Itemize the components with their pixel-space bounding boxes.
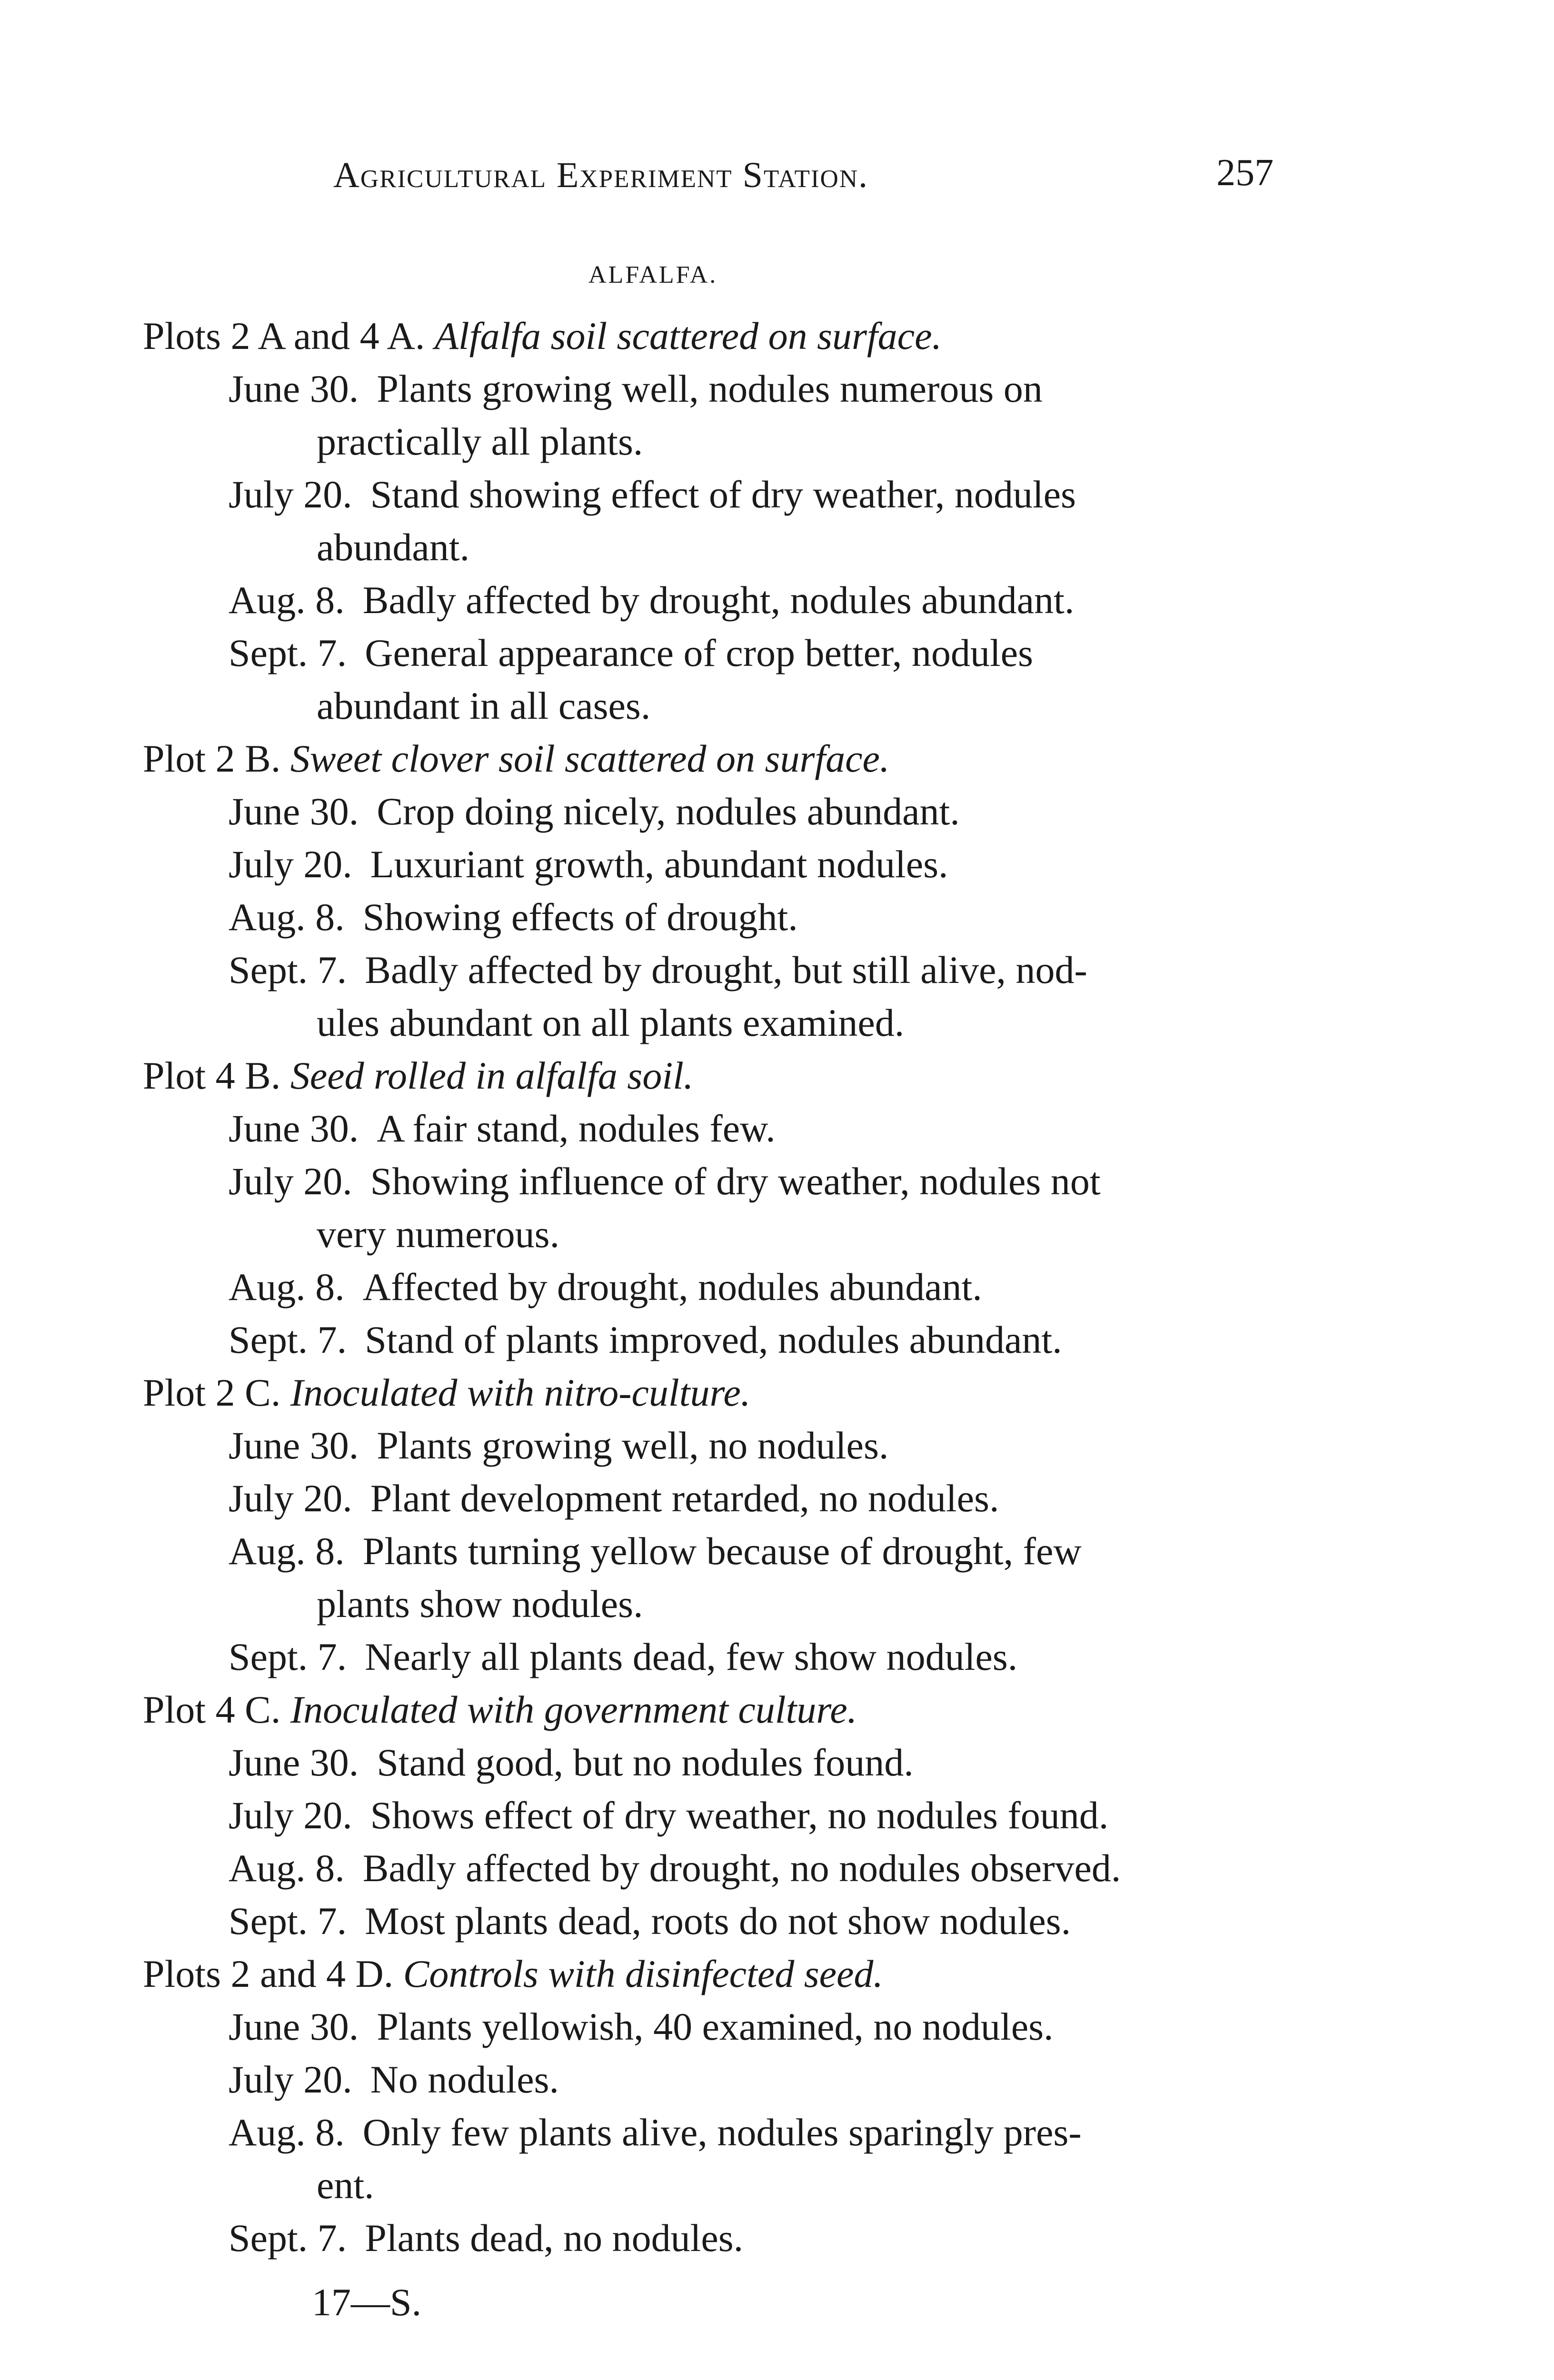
observation-date: June 30. [229, 1107, 359, 1150]
observation-text: Showing effects of drought. [362, 895, 798, 939]
observation-date: June 30. [229, 2005, 359, 2048]
observation-date: July 20. [229, 473, 352, 516]
observation-entry [143, 1789, 1285, 1842]
observation-entry [143, 362, 1285, 415]
plot-label: Plot 4 B. [143, 1054, 281, 1097]
observation-entry [143, 1894, 1285, 1947]
signature-mark: 17—S. [312, 2281, 422, 2324]
observation-continuation: very numerous. [317, 1212, 560, 1256]
plot-treatment: Alfalfa soil scattered on surface. [434, 314, 942, 357]
observation-continuation: ent. [317, 2163, 374, 2207]
plot-observations [143, 309, 1285, 2264]
observation-date: July 20. [229, 843, 352, 886]
observation-entry [143, 785, 1285, 838]
observation-entry [143, 1155, 1285, 1208]
plot-heading [143, 1683, 1285, 1736]
plot-heading [143, 1049, 1285, 1102]
plot-treatment: Seed rolled in alfalfa soil. [290, 1054, 694, 1097]
observation-entry [143, 2106, 1285, 2159]
observation-entry [143, 574, 1285, 626]
observation-text: Stand good, but no nodules found. [377, 1741, 914, 1784]
observation-text: Plants turning yellow because of drought, few [362, 1529, 1082, 1573]
observation-date: June 30. [229, 790, 359, 833]
observation-entry [143, 626, 1285, 679]
observation-date: July 20. [229, 1794, 352, 1837]
observation-text: Plant development retarded, no nodules. [370, 1477, 999, 1520]
observation-entry [143, 1736, 1285, 1789]
observation-date: Sept. 7. [229, 948, 347, 992]
observation-entry [143, 1260, 1285, 1313]
plot-label: Plots 2 and 4 D. [143, 1952, 394, 1995]
observation-date: July 20. [229, 2058, 352, 2101]
observation-text: Plants growing well, no nodules. [377, 1424, 889, 1467]
plot-heading [143, 1366, 1285, 1419]
plot-treatment: Controls with disinfected seed. [403, 1952, 883, 1995]
observation-entry [143, 1630, 1285, 1683]
observation-entry [143, 891, 1285, 943]
observation-date: Sept. 7. [229, 1899, 347, 1943]
observation-date: Aug. 8. [229, 895, 345, 939]
plot-treatment: Inoculated with government culture. [290, 1688, 857, 1731]
plot-heading [143, 732, 1285, 785]
observation-entry [143, 468, 1285, 521]
observation-entry [143, 838, 1285, 891]
observation-text: Only few plants alive, nodules sparingly pres- [362, 2111, 1082, 2154]
observation-continuation: plants show nodules. [317, 1582, 643, 1626]
observation-continuation: practically all plants. [317, 420, 643, 463]
observation-entry [143, 1472, 1285, 1525]
observation-date: Aug. 8. [229, 2111, 345, 2154]
observation-date: Aug. 8. [229, 1265, 345, 1309]
plot-label: Plot 2 B. [143, 737, 281, 780]
observation-entry [143, 1313, 1285, 1366]
observation-text: Badly affected by drought, no nodules observed. [362, 1846, 1121, 1890]
observation-date: Sept. 7. [229, 1318, 347, 1361]
observation-entry [143, 2211, 1285, 2264]
observation-text: Affected by drought, nodules abundant. [362, 1265, 982, 1309]
observation-continuation: abundant in all cases. [317, 684, 651, 727]
plot-label: Plot 2 C. [143, 1371, 281, 1414]
observation-date: Sept. 7. [229, 631, 347, 674]
observation-date: June 30. [229, 1424, 359, 1467]
observation-continuation: abundant. [317, 526, 470, 569]
plot-heading [143, 1947, 1285, 2000]
observation-date: Sept. 7. [229, 2216, 347, 2260]
observation-date: June 30. [229, 367, 359, 410]
observation-entry [143, 2000, 1285, 2053]
running-head: Agricultural Experiment Station. [333, 155, 869, 195]
observation-continuation: ules abundant on all plants examined. [317, 1001, 905, 1044]
plot-label: Plots 2 A and 4 A. [143, 314, 425, 357]
observation-text: General appearance of crop better, nodules [365, 631, 1033, 674]
observation-text: A fair stand, nodules few. [377, 1107, 776, 1150]
observation-entry [143, 1102, 1285, 1155]
observation-date: Sept. 7. [229, 1635, 347, 1678]
observation-entry [143, 1842, 1285, 1894]
observation-entry [143, 943, 1285, 996]
observation-text: Plants yellowish, 40 examined, no nodules. [377, 2005, 1054, 2048]
observation-text: Stand showing effect of dry weather, nodules [370, 473, 1076, 516]
observation-text: Luxuriant growth, abundant nodules. [370, 843, 948, 886]
observation-text: Nearly all plants dead, few show nodules. [365, 1635, 1018, 1678]
observation-entry [143, 1419, 1285, 1472]
observation-date: Aug. 8. [229, 1529, 345, 1573]
observation-text: Plants dead, no nodules. [365, 2216, 744, 2260]
observation-date: Aug. 8. [229, 578, 345, 622]
observation-text: Plants growing well, nodules numerous on [377, 367, 1043, 410]
observation-date: July 20. [229, 1160, 352, 1203]
section-title: ALFALFA. [588, 261, 718, 288]
plot-treatment: Inoculated with nitro-culture. [290, 1371, 751, 1414]
plot-heading [143, 309, 1285, 362]
observation-text: Badly affected by drought, nodules abundant. [362, 578, 1075, 622]
observation-date: July 20. [229, 1477, 352, 1520]
observation-text: Stand of plants improved, nodules abundant. [365, 1318, 1062, 1361]
observation-text: Shows effect of dry weather, no nodules found. [370, 1794, 1109, 1837]
observation-date: June 30. [229, 1741, 359, 1784]
observation-text: Crop doing nicely, nodules abundant. [377, 790, 960, 833]
observation-entry [143, 2053, 1285, 2106]
observation-text: No nodules. [370, 2058, 559, 2101]
observation-text: Most plants dead, roots do not show nodules. [365, 1899, 1071, 1943]
plot-treatment: Sweet clover soil scattered on surface. [290, 737, 890, 780]
observation-text: Badly affected by drought, but still alive, nod- [365, 948, 1087, 992]
page-number: 257 [1216, 152, 1274, 194]
observation-text: Showing influence of dry weather, nodules not [370, 1160, 1101, 1203]
observation-date: Aug. 8. [229, 1846, 345, 1890]
plot-label: Plot 4 C. [143, 1688, 281, 1731]
observation-entry [143, 1525, 1285, 1577]
